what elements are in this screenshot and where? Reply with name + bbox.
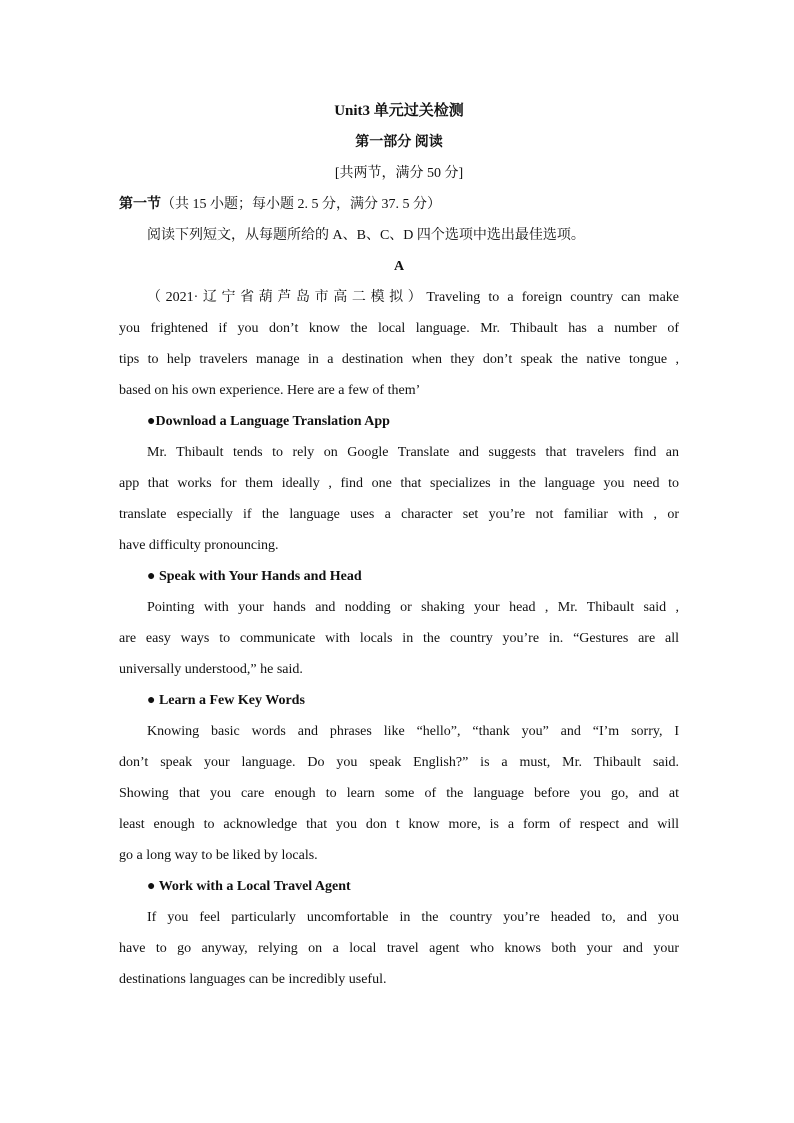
paragraph-line: go a long way to be liked by locals. xyxy=(119,848,318,863)
paragraph-line: destinations languages can be incredibly useful. xyxy=(119,972,387,987)
paragraph-line: Mr. Thibault tends to rely on Google Translate and suggests that travelers find an xyxy=(147,445,679,460)
section-instruction: 阅读下列短文，从每题所给的 A、B、C、D 四个选项中选出最佳选项。 xyxy=(147,228,585,243)
paragraph-line: least enough to acknowledge that you don t know more, is a form of respect and will xyxy=(119,817,679,832)
paragraph-line: app that works for them ideally , find one that specializes in the language you need to xyxy=(119,476,679,491)
paragraph-line: are easy ways to communicate with locals in the country you’re in. “Gestures are all xyxy=(119,631,679,646)
paragraph-line: have difficulty pronouncing. xyxy=(119,538,279,553)
tip-heading-download-app: ●Download a Language Translation App xyxy=(147,414,390,429)
paragraph-line: have to go anyway, relying on a local travel agent who knows both your and your xyxy=(119,941,679,956)
paragraph-line: translate especially if the language uses a character set you’re not familiar with , or xyxy=(119,507,679,522)
section-description: （共 15 小题；每小题 2. 5 分，满分 37. 5 分） xyxy=(161,197,441,212)
paragraph-line: Showing that you care enough to learn some of the language before you go, and at xyxy=(119,786,679,801)
section-header xyxy=(119,189,679,220)
passage-letter: A xyxy=(393,259,405,274)
part-score: [共两节，满分 50 分] xyxy=(334,166,464,181)
paragraph-line: universally understood,” he said. xyxy=(119,662,303,677)
intro-line: based on his own experience. Here are a few of them’ xyxy=(119,383,421,398)
intro-line: （2021·辽宁省葫芦岛市高二模拟）Traveling to a foreign country can make xyxy=(147,290,679,305)
intro-line: you frightened if you don’t know the local language. Mr. Thibault has a number of xyxy=(119,321,679,336)
paragraph-line: don’t speak your language. Do you speak English?” is a must, Mr. Thibault said. xyxy=(119,755,679,770)
paragraph-line: If you feel particularly uncomfortable in the country you’re headed to, and you xyxy=(147,910,679,925)
paragraph-line: Knowing basic words and phrases like “hello”, “thank you” and “I’m sorry, I xyxy=(147,724,679,739)
section-label: 第一节 xyxy=(119,197,161,212)
intro-line: tips to help travelers manage in a destination when they don’t speak the native tongue , xyxy=(119,352,679,367)
paragraph-line: Pointing with your hands and nodding or shaking your head , Mr. Thibault said , xyxy=(147,600,679,615)
part-title: 第一部分 阅读 xyxy=(355,135,443,150)
unit-title: Unit3 单元过关检测 xyxy=(334,103,464,119)
document-page xyxy=(119,96,679,995)
tip-heading-speak-hands: ● Speak with Your Hands and Head xyxy=(147,569,362,584)
tip-heading-travel-agent: ● Work with a Local Travel Agent xyxy=(147,879,351,894)
tip-heading-key-words: ● Learn a Few Key Words xyxy=(147,693,305,708)
